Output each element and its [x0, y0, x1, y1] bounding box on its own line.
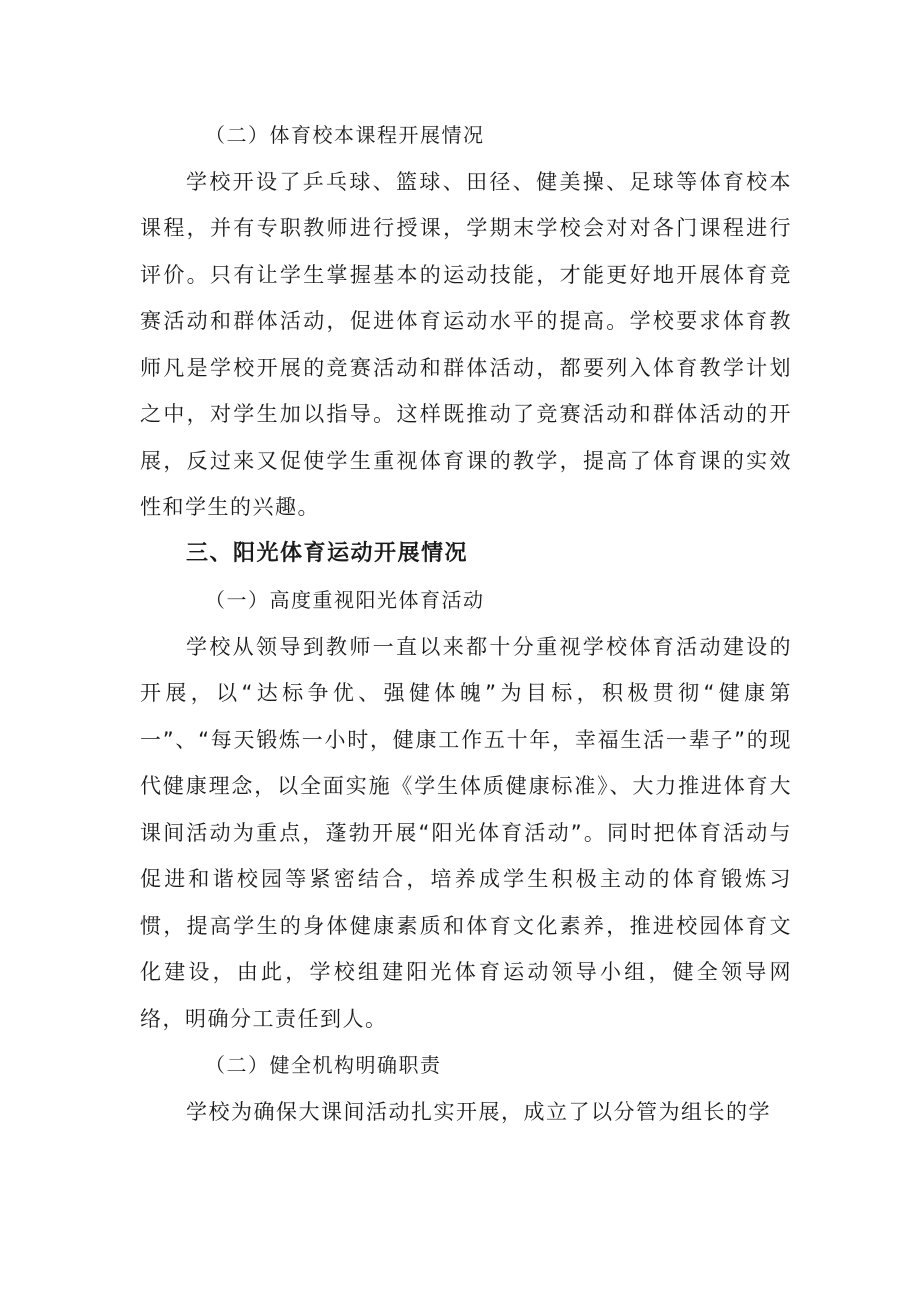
section-heading-sunshine-sports: 三、阳光体育运动开展情况 — [186, 540, 469, 566]
paragraph-pe-courses: 学校开设了乒乓球、篮球、田径、健美操、足球等体育校本课程，并有专职教师进行授课，学期末学校会对对各门课程进行评价。只有让学生掌握基本的运动技能，才能更好地开展体育竞赛活动和群体活动，促进体育运动水平的提高。学校要求体育教师凡是学校开展的竞赛活动和群体活动，都要列入体育教学计划之中，对学生加以指导。这样既推动了竞赛活动和群体活动的开展，反过来又促使学生重视体育课的教学，提高了体育课的实效性和学生的兴趣。 — [140, 169, 792, 519]
subheading-organization-duties: （二）健全机构明确职责 — [205, 1053, 442, 1077]
document-body — [140, 112, 792, 1135]
subheading-attach-importance: （一）高度重视阳光体育活动 — [205, 588, 485, 612]
paragraph-attach-importance: 学校从领导到教师一直以来都十分重视学校体育活动建设的开展，以“达标争优、强健体魄”为目标，积极贯彻“健康第一”、“每天锻炼一小时，健康工作五十年，幸福生活一辈子”的现代健康理念，以全面实施《学生体质健康标准》、大力推进体育大课间活动为重点，蓬勃开展“阳光体育活动”。同时把体育活动与促进和谐校园等紧密结合，培养成学生积极主动的体育锻炼习惯，提高学生的身体健康素质和体育文化素养，推进校园体育文化建设，由此，学校组建阳光体育运动领导小组，健全领导网络，明确分工责任到人。 — [140, 634, 792, 1031]
subheading-school-pe-courses: （二）体育校本课程开展情况 — [205, 123, 485, 147]
paragraph-organization-duties: 学校为确保大课间活动扎实开展，成立了以分管为组长的学 — [186, 1099, 771, 1124]
